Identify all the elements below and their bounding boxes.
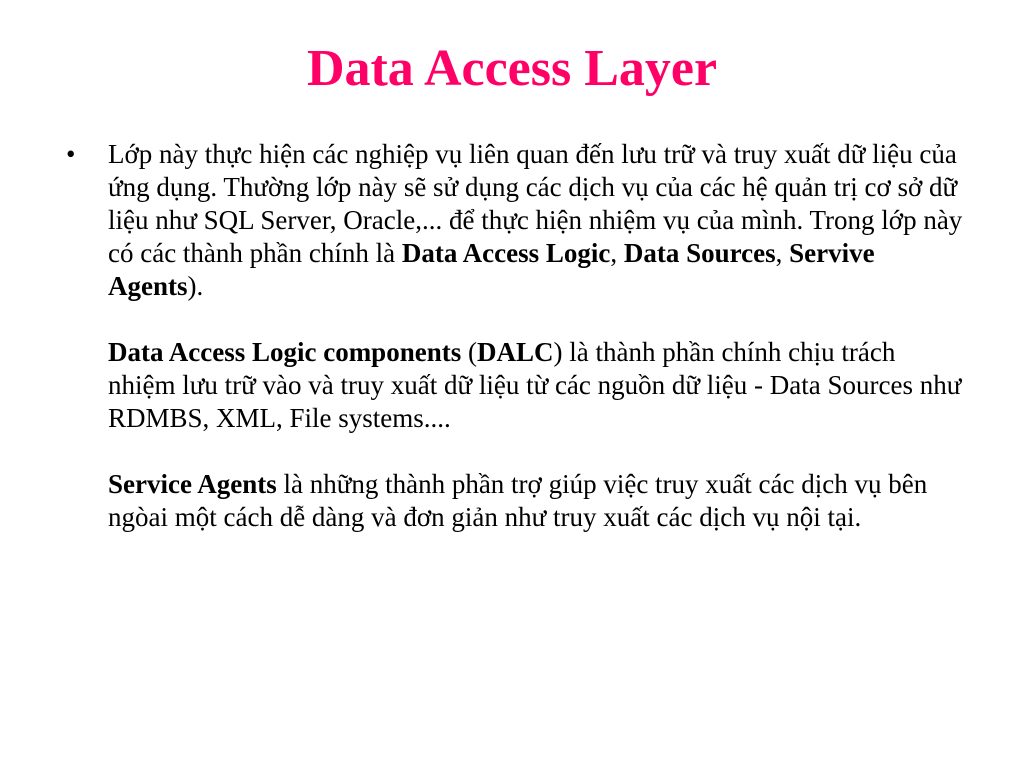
text-run: (	[461, 337, 477, 367]
text-run: ,	[610, 238, 624, 268]
text-run: là thành phần chính chịu trách nhiệm lưu trữ vào và truy xuất dữ liệu từ các nguồn dữ liệu - Data Sources như RDMBS, XML, File systems....	[108, 337, 962, 433]
term-servive-agents: Servive Agents	[108, 238, 875, 301]
paragraph-dalc	[108, 336, 966, 435]
bullet-icon: •	[66, 139, 76, 169]
bullet-body	[108, 138, 966, 534]
slide-title: Data Access Layer	[306, 40, 718, 97]
term-dalc: DALC	[476, 337, 554, 367]
term-data-access-logic: Data Access Logic	[401, 238, 611, 268]
text-run: là những thành phần trợ giúp việc truy xuất các dịch vụ bên ngòai một cách dễ dàng và đơn giản như truy xuất các dịch vụ nội tại.	[108, 469, 928, 532]
term-service-agents: Service Agents	[108, 469, 277, 499]
text-run: ,	[775, 238, 790, 268]
bullet-item	[66, 138, 966, 534]
term-data-sources: Data Sources	[623, 238, 776, 268]
text-run: ).	[187, 271, 204, 301]
term-dalc-components: Data Access Logic components	[108, 337, 462, 367]
text-run: Lớp này thực hiện các nghiệp vụ liên quan đến lưu trữ và truy xuất dữ liệu của ứng dụng. Thường lớp này sẽ sử dụng các dịch vụ của các hệ quản trị cơ sở dữ liệu như SQL Server, Oracle,... để thực hiện nhiệm vụ của mình. Trong lớp này có các thành phần chính là	[108, 139, 963, 268]
paragraph-service-agents	[108, 468, 966, 534]
text-run: )	[553, 337, 563, 367]
paragraph-intro	[108, 138, 966, 303]
slide-content	[66, 138, 966, 534]
